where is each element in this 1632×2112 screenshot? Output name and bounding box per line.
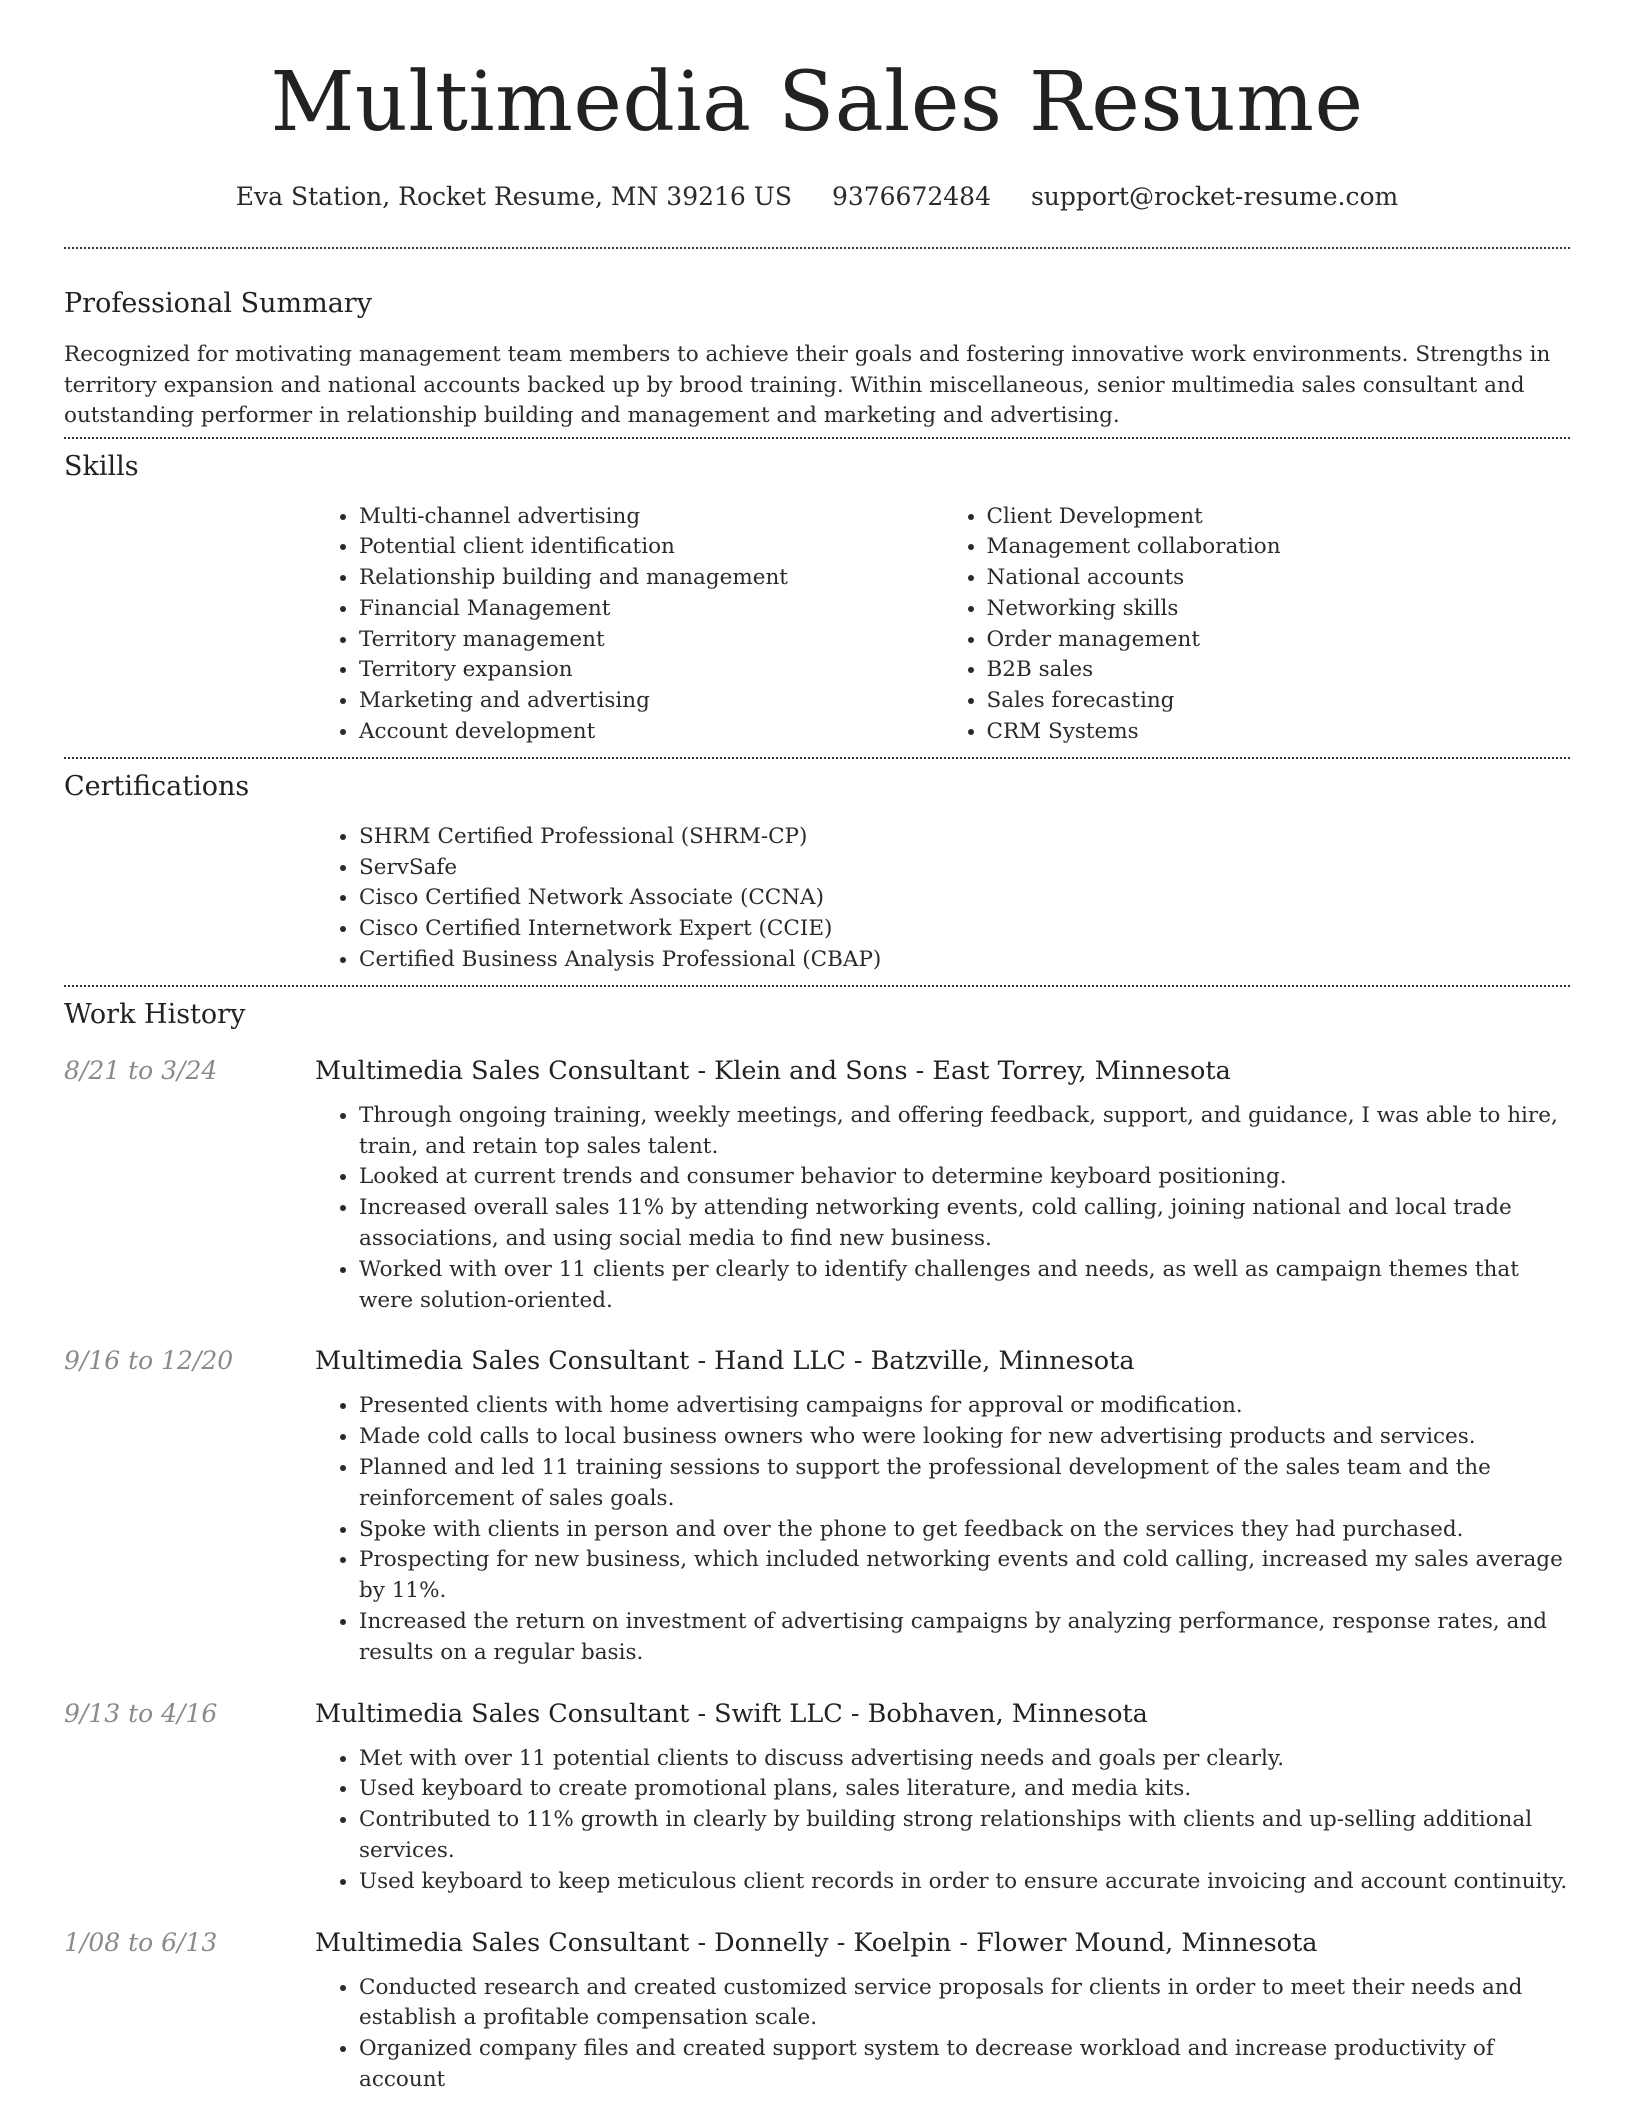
job-header [64,1926,1570,1960]
job-bullet: • Worked with over 11 clients per clearly to identify challenges and needs, as well as campaign themes that were solution-oriented. [359,1255,1570,1317]
skill-item: • Order management [987,625,1571,656]
skill-item: • Financial Management [359,594,943,625]
job-bullet: • Met with over 11 potential clients to discuss advertising needs and goals per clearly. [359,1744,1570,1775]
skill-item: • Multi-channel advertising [359,502,943,533]
job-entry [64,1697,1570,1898]
section-title-work-history: Work History [64,998,246,1030]
job-bullets [315,1101,1570,1317]
job-bullet: • Used keyboard to keep meticulous client records in order to ensure accurate invoicing and account continuity. [359,1867,1570,1898]
job-title: Multimedia Sales Consultant - Swift LLC - Bobhaven, Minnesota [315,1698,1148,1729]
divider [64,247,1570,249]
certifications-list [315,822,1570,976]
job-bullet: • Conducted research and created customized service proposals for clients in order to meet their needs and establish a profitable compensation scale. [359,1973,1570,2035]
job-dates: 9/16 to 12/20 [64,1346,234,1376]
job-bullets [315,1744,1570,1898]
certification-item: • ServSafe [359,853,1570,884]
job-bullet: • Increased the return on investment of advertising campaigns by analyzing performance, response rates, and results on a regular basis. [359,1607,1570,1669]
job-bullets [315,1973,1570,2096]
skills-list [315,502,1570,748]
skill-item: • Networking skills [987,594,1571,625]
job-header [64,1697,1570,1731]
certification-item: • Certified Business Analysis Professional (CBAP) [359,945,1570,976]
skill-item: • Marketing and advertising [359,686,943,717]
job-bullet: • Used keyboard to create promotional plans, sales literature, and media kits. [359,1774,1570,1805]
job-entry [64,1054,1570,1317]
skill-item: • Sales forecasting [987,686,1571,717]
skills-column-right [943,502,1571,748]
job-header [64,1344,1570,1378]
certification-item: • Cisco Certified Network Associate (CCNA) [359,883,1570,914]
job-bullet: • Planned and led 11 training sessions to support the professional development of the sales team and the reinforcement of sales goals. [359,1453,1570,1515]
skill-item: • Account development [359,717,943,748]
skill-item: • Management collaboration [987,532,1571,563]
skill-item: • National accounts [987,563,1571,594]
skill-item: • B2B sales [987,655,1571,686]
job-bullet: • Increased overall sales 11% by attending networking events, cold calling, joining national and local trade associations, and using social media to find new business. [359,1193,1570,1255]
job-bullet: • Looked at current trends and consumer behavior to determine keyboard positioning. [359,1162,1570,1193]
job-bullet: • Organized company files and created support system to decrease workload and increase productivity of account [359,2034,1570,2096]
job-entry [64,1344,1570,1668]
divider [64,757,1570,759]
skill-item: • Territory management [359,625,943,656]
certification-item: • SHRM Certified Professional (SHRM-CP) [359,822,1570,853]
skill-item: • Client Development [987,502,1571,533]
resume-page [64,0,1570,2096]
contact-email: support@rocket-resume.com [1030,182,1399,211]
job-title: Multimedia Sales Consultant - Hand LLC - Batzville, Minnesota [315,1346,1135,1377]
skill-item: • Territory expansion [359,655,943,686]
summary-text: Recognized for motivating management team members to achieve their goals and fostering innovative work environments. Strengths in territory expansion and national accounts backed up by brood training. Within miscellaneous, senior multimedia sales consultant and outstanding performer in relationship building and management and marketing and advertising. [64,342,1551,428]
job-header [64,1054,1570,1088]
job-bullet: • Made cold calls to local business owners who were looking for new advertising products and services. [359,1422,1570,1453]
skills-column-left [315,502,943,748]
skill-item: • Relationship building and management [359,563,943,594]
job-bullet: • Presented clients with home advertising campaigns for approval or modification. [359,1391,1570,1422]
job-dates: 9/13 to 4/16 [64,1698,218,1728]
skill-item: • CRM Systems [987,717,1571,748]
job-title: Multimedia Sales Consultant - Donnelly - Koelpin - Flower Mound, Minnesota [315,1927,1318,1958]
section-title-skills: Skills [64,450,139,482]
job-entry [64,1926,1570,2096]
divider [64,985,1570,987]
skill-item: • Potential client identification [359,532,943,563]
job-dates: 1/08 to 6/13 [64,1927,218,1957]
contact-phone: 9376672484 [831,182,991,211]
job-dates: 8/21 to 3/24 [64,1055,218,1085]
job-bullet: • Contributed to 11% growth in clearly by building strong relationships with clients and up-selling additional services. [359,1805,1570,1867]
contact-address: Eva Station, Rocket Resume, MN 39216 US [235,182,792,211]
section-title-certifications: Certifications [64,770,250,802]
job-bullet: • Spoke with clients in person and over the phone to get feedback on the services they had purchased. [359,1515,1570,1546]
divider [64,437,1570,439]
section-title-summary: Professional Summary [64,288,372,319]
page-title: Multimedia Sales Resume [270,55,1364,150]
certification-item: • Cisco Certified Internetwork Expert (CCIE) [359,914,1570,945]
job-bullet: • Through ongoing training, weekly meetings, and offering feedback, support, and guidance, I was able to hire, train, and retain top sales talent. [359,1101,1570,1163]
job-bullets [315,1391,1570,1668]
job-title: Multimedia Sales Consultant - Klein and Sons - East Torrey, Minnesota [315,1055,1231,1086]
contact-line [64,180,1570,214]
job-bullet: • Prospecting for new business, which included networking events and cold calling, increased my sales average by 11%. [359,1545,1570,1607]
